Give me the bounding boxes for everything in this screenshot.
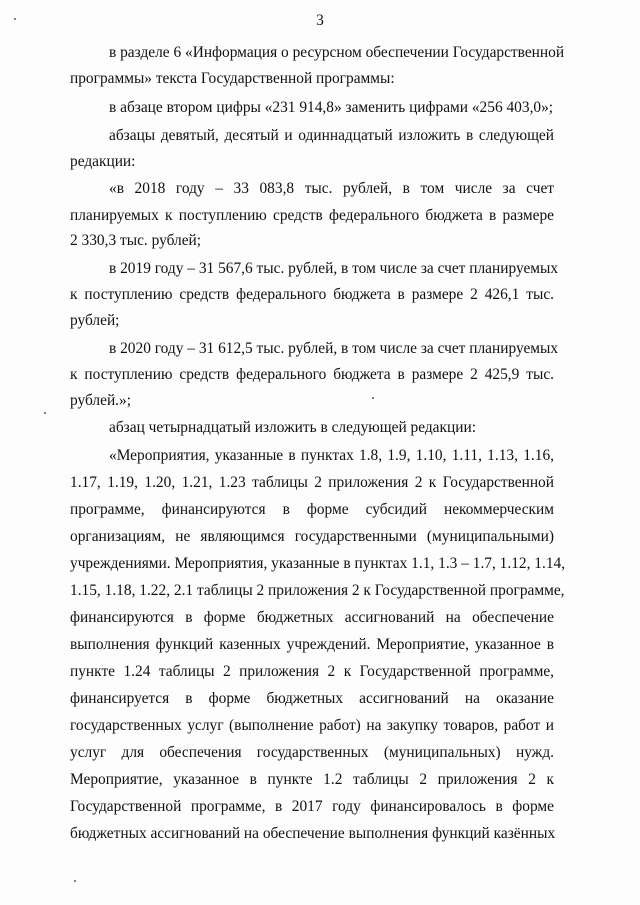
text-line: к поступлению средств федерального бюджета в размере 2 426,1 тыс. — [70, 286, 554, 303]
text-line: финансируется в форме бюджетных ассигнований на оказание — [70, 690, 554, 707]
text-line: редакции: — [70, 153, 136, 170]
text-line: Государственной программе, в 2017 году финансировалось в форме — [70, 798, 554, 815]
text-line: Мероприятие, указанное в пункте 1.2 таблицы 2 приложения 2 к — [70, 771, 554, 788]
text-line: 1.17, 1.19, 1.20, 1.21, 1.23 таблицы 2 приложения 2 к Государственной — [70, 474, 554, 491]
text-line: в 2019 году – 31 567,6 тыс. рублей, в том числе за счет планируемых — [109, 260, 559, 277]
text-line: выполнения функций казенных учреждений. Мероприятие, указанное в — [70, 636, 554, 653]
page-number: 3 — [316, 12, 324, 29]
scan-speck — [44, 412, 46, 414]
text-line: финансируются в форме бюджетных ассигнований на обеспечение — [70, 609, 554, 626]
text-line: пункте 1.24 таблицы 2 приложения 2 к Государственной программе, — [70, 663, 554, 680]
text-line: к поступлению средств федерального бюджета в размере 2 425,9 тыс. — [70, 366, 554, 383]
text-line: учреждениями. Мероприятия, указанные в пунктах 1.1, 1.3 – 1.7, 1.12, 1.14, — [70, 555, 566, 572]
text-line: программы» текста Государственной программы: — [70, 70, 395, 87]
text-line: организациям, не являющимся государственными (муниципальными) — [70, 528, 554, 545]
text-line: абзац четырнадцатый изложить в следующей редакции: — [109, 419, 476, 436]
text-line: в разделе 6 «Информация о ресурсном обеспечении Государственной — [109, 44, 565, 61]
text-line: в абзаце втором цифры «231 914,8» заменить цифрами «256 403,0»; — [109, 99, 554, 116]
text-line: в 2020 году – 31 612,5 тыс. рублей, в том числе за счет планируемых — [109, 340, 559, 357]
text-line: рублей; — [70, 312, 120, 329]
text-line: услуг для обеспечения государственных (муниципальных) нужд. — [70, 744, 554, 761]
scan-speck — [14, 18, 16, 20]
text-line: «Мероприятия, указанные в пунктах 1.8, 1.9, 1.10, 1.11, 1.13, 1.16, — [109, 447, 554, 464]
text-line: «в 2018 году – 33 083,8 тыс. рублей, в том числе за счет — [109, 180, 554, 197]
scan-speck — [372, 397, 374, 399]
text-line: бюджетных ассигнований на обеспечение выполнения функций казённых — [70, 825, 556, 842]
text-line: программе, финансируются в форме субсидий некоммерческим — [70, 501, 554, 518]
scan-speck — [74, 880, 76, 882]
text-line: рублей.»; — [70, 392, 131, 409]
text-line: планируемых к поступлению средств федерального бюджета в размере — [70, 207, 554, 224]
text-line: абзацы девятый, десятый и одиннадцатый изложить в следующей — [109, 127, 554, 144]
text-line: 2 330,3 тыс. рублей; — [70, 232, 202, 249]
text-line: 1.15, 1.18, 1.22, 2.1 таблицы 2 приложения 2 к Государственной программе, — [70, 582, 565, 599]
text-line: государственных услуг (выполнение работ) на закупку товаров, работ и — [70, 717, 554, 734]
